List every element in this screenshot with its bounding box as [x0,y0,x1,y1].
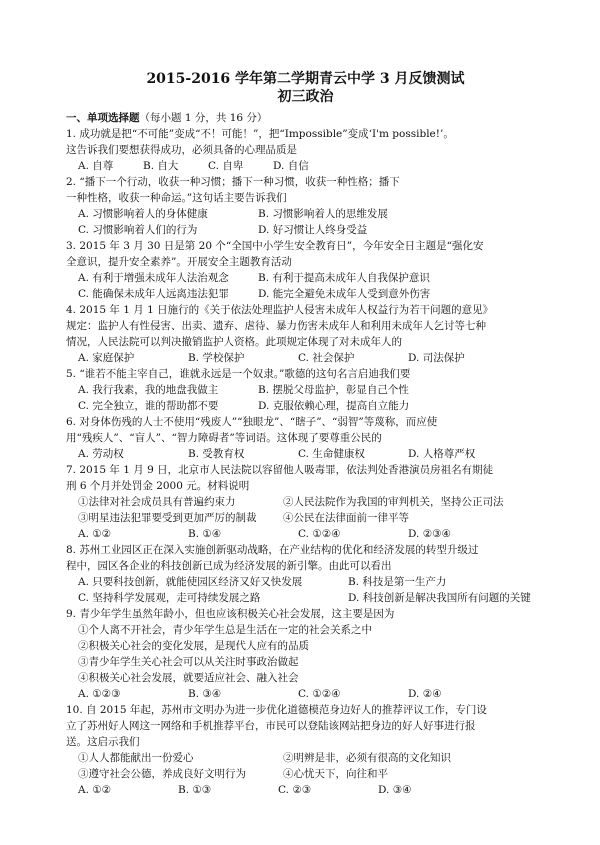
statements-row [66,766,545,782]
statement-1: ①法律对社会成员具有普遍约束力 [78,496,236,508]
question-stem: 刑 6 个月并处罚金 2000 元。材料说明 [66,480,250,492]
statements-row [66,510,545,526]
question-stem: 全意识，提升安全素养”。开展安全主题教育活动 [66,256,292,268]
question-stem: 规定：监护人有性侵害、出卖、遗弃、虐待、暴力伤害未成年人和利用未成年人乞讨等七种 [66,320,486,332]
option-b: B. 摆脱父母监护，彰显自己个性 [258,384,409,396]
option-a: A. ①② [78,528,112,540]
option-b: B. 学校保护 [188,352,245,364]
question-stem: 7. 2015 年 1 月 9 日，北京市人民法院以容留他人吸毒罪，依法判处香港演员房祖名有期徒 [66,464,494,476]
question-9 [66,606,545,622]
options-row [66,350,545,366]
statements-row [66,494,545,510]
option-d: D. 人格尊严权 [408,448,476,460]
options-row [66,158,545,174]
statement-2: ②积极关心社会的变化发展，是现代人应有的品质 [78,640,309,652]
statement-3: ③遵守社会公德，养成良好文明行为 [78,768,246,780]
statement-1: ①人人都能献出一份爱心 [78,752,194,764]
options-row [66,526,545,542]
option-a: A. 我行我素，我的地盘我做主 [78,384,219,396]
question-1 [66,126,545,158]
statement-2: ②明辨是非，必须有很高的文化知识 [283,752,451,764]
option-d: D. ②④ [408,688,442,700]
option-c: C. 生命健康权 [298,448,365,460]
question-stem: 送。这启示我们 [66,736,140,748]
question-stem: 用“残疾人”、“盲人”、“智力障碍者”等词语。这体现了要尊重公民的 [66,432,382,444]
question-2 [66,174,545,206]
option-c: C. 自卑 [208,160,244,172]
exam-title: 2015-2016 学年第二学期青云中学 3 月反馈测试 [146,71,465,87]
options-row [66,222,545,238]
option-b: B. 有利于提高未成年人自我保护意识 [258,272,430,284]
question-stem: 3. 2015 年 3 月 30 日是第 20 个“全国中小学生安全教育日”，今年安全日主题是“强化安 [66,240,484,252]
question-10 [66,702,545,750]
option-b: B. ①③ [178,784,212,796]
statements-row [66,750,545,766]
option-c: C. ①②④ [298,528,341,540]
question-stem: 情况，人民法院可以判决撤销监护人资格。此项规定体现了对未成年人的 [66,336,402,348]
option-a: A. ①②③ [78,688,121,700]
option-c: C. 习惯影响着人们的行为 [78,224,198,236]
question-3 [66,238,545,270]
question-stem: 10. 自 2015 年起，苏州市文明办为进一步优化道德模范身边好人的推荐评议工作，专门设 [66,704,487,716]
section-note: （每小题 1 分，共 16 分） [139,112,268,124]
option-d: D. 克服依赖心理，提高自立能力 [258,400,410,412]
question-4 [66,302,545,350]
options-row [66,398,545,414]
question-stem: 这告诉我们要想获得成功，必须具备的心理品质是 [66,144,297,156]
option-a: A. 劳动权 [78,448,124,460]
statement-1: ①个人离不开社会，青少年学生总是生活在一定的社会关系之中 [78,624,372,636]
option-a: A. ①② [78,784,112,796]
statement-4: ④心忧天下，向往和平 [283,768,388,780]
question-stem: 8. 苏州工业园区正在深入实施创新驱动战略，在产业结构的优化和经济发展的转型升级过 [66,544,479,556]
statement-2: ②人民法院作为我国的审判机关，坚持公正司法 [283,496,504,508]
option-a: A. 习惯影响着人的身体健康 [78,208,208,220]
statement-3: ③明星违法犯罪要受到更加严厉的制裁 [78,512,257,524]
question-5 [66,366,545,382]
exam-subtitle: 初三政治 [277,89,334,105]
option-a: A. 自尊 [78,160,114,172]
option-b: B. 受教育权 [188,448,245,460]
question-stem: 一种性格，收获一种命运。”这句话主要告诉我们 [66,192,287,204]
options-row [66,686,545,702]
statement-4: ④积极关心社会发展，就要适应社会、融入社会 [78,672,299,684]
question-stem: 立了苏州好人网这一网络和手机推荐平台，市民可以登陆该网站把身边的好人好事进行报 [66,720,476,732]
option-c: C. ②③ [278,784,312,796]
option-d: D. ②③④ [408,528,451,540]
option-b: B. ①④ [188,528,222,540]
option-d: D. 自信 [273,160,309,172]
option-c: C. ①②④ [298,688,341,700]
option-b: B. 自大 [143,160,179,172]
question-stem: 2. “播下一个行动，收获一种习惯；播下一种习惯，收获一种性格；播下 [66,176,400,188]
option-c: C. 坚持科学发展观，走可持续发展之路 [78,592,261,604]
option-a: A. 只要科技创新，就能使园区经济又好又快发展 [78,576,303,588]
statement-3: ③青少年学生关心社会可以从关注时事政治做起 [78,656,299,668]
options-row [66,206,545,222]
option-c: C. 能确保未成年人远离违法犯罪 [78,288,229,300]
question-stem: 程中，园区各企业的科技创新已成为经济发展的新引擎。由此可以看出 [66,560,392,572]
option-b: B. ③④ [188,688,222,700]
section-title: 一、单项选择题 [66,112,140,124]
question-6 [66,414,545,446]
question-stem: 4. 2015 年 1 月 1 日施行的《关于依法处理监护人侵害未成年人权益行为若干问题的意见》 [66,304,494,316]
question-stem: 6. 对身体伤残的人士不使用“残废人”“独眼龙”、“瞎子”、“弱智”等蔑称，而应使 [66,416,438,428]
question-8 [66,542,545,574]
question-stem: 9. 青少年学生虽然年龄小，但也应该积极关心社会发展，这主要是因为 [66,608,395,620]
option-d: D. 科技创新是解决我国所有问题的关键 [348,592,531,604]
option-c: C. 完全独立，谁的帮助都不要 [78,400,219,412]
option-a: A. 家庭保护 [78,352,135,364]
options-row [66,574,545,590]
options-row [66,446,545,462]
option-d: D. 能完全避免未成年人受到意外伤害 [258,288,431,300]
option-d: D. 好习惯让人终身受益 [258,224,368,236]
options-row [66,590,545,606]
question-7 [66,462,545,494]
option-c: C. 社会保护 [298,352,355,364]
option-b: B. 习惯影响着人的思维发展 [258,208,388,220]
options-row [66,286,545,302]
options-row [66,382,545,398]
option-d: D. 司法保护 [408,352,465,364]
section-heading [66,110,545,126]
option-b: B. 科技是第一生产力 [348,576,447,588]
option-a: A. 有利于增强未成年人法治观念 [78,272,229,284]
statement-4: ④公民在法律面前一律平等 [283,512,409,524]
question-stem: 5. “谁若不能主宰自己，谁就永远是一个奴隶。”歌德的这句名言启迪我们要 [66,368,411,380]
options-row [66,270,545,286]
option-d: D. ③④ [378,784,412,796]
options-row [66,782,545,798]
question-stem: 1. 成功就是把“不可能”变成“不！可能！”，把“Impossible”变成‘I'm possible!’。 [66,128,454,140]
